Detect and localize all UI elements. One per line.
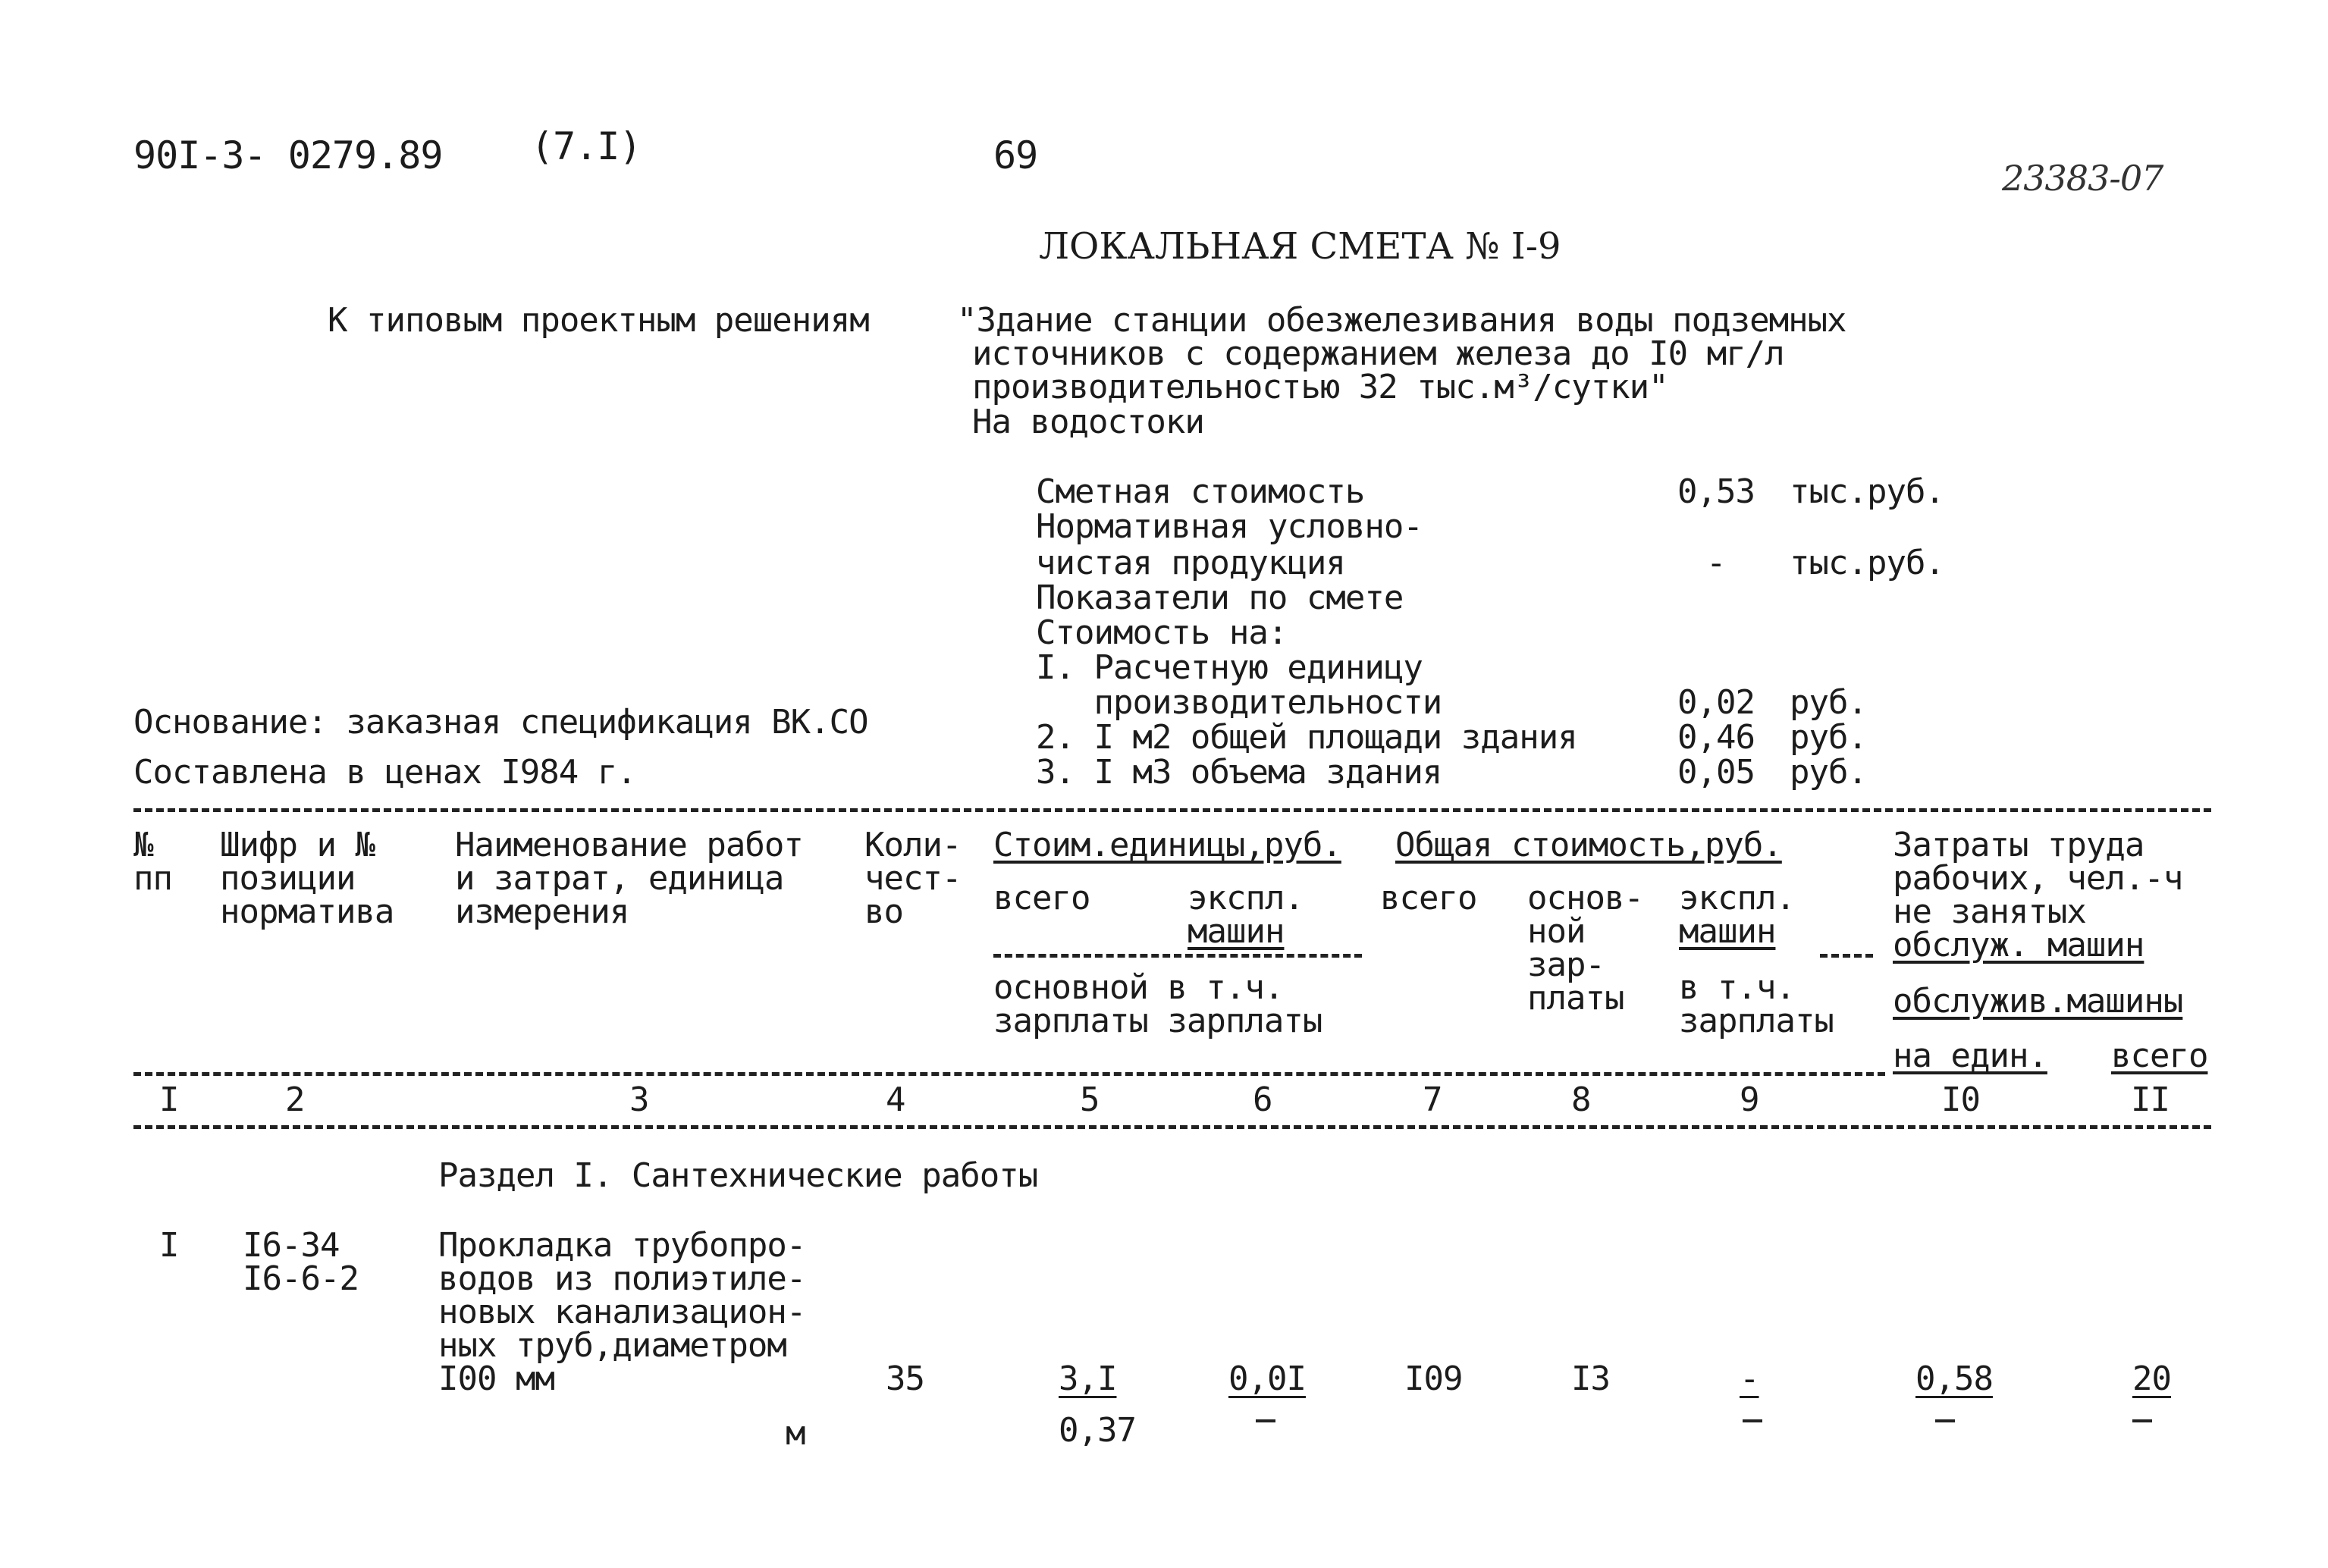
row-1-total: I09 xyxy=(1404,1359,1463,1398)
col-header-labor-1: Затраты труда xyxy=(1893,826,2144,864)
cost-on-label: Стоимость на: xyxy=(1036,613,1288,652)
row-1-labor-total: 20 xyxy=(2132,1359,2171,1398)
col-header-name-2: и затрат, единица xyxy=(455,859,784,898)
row-1-total-wage: I3 xyxy=(1571,1359,1610,1398)
col-header-qty-1: Коли- xyxy=(864,826,962,864)
page-number: 69 xyxy=(993,133,1038,177)
subtitle-line2: источников с содержанием железа до I0 мг/л xyxy=(972,334,1784,373)
col-header-qty-3: во xyxy=(864,892,903,931)
row-1-name-2: водов из полиэтиле- xyxy=(438,1259,806,1298)
col-header-labor-2: рабочих, чел.-ч xyxy=(1893,859,2183,898)
col-header-c7: всего xyxy=(1380,879,1477,917)
col-header-c5-top: всего xyxy=(993,879,1090,917)
col-header-total-cost: Общая стоимость,руб. xyxy=(1395,826,1782,864)
row-1-code-2: I6-6-2 xyxy=(243,1259,359,1298)
indicators-label: Показатели по смете xyxy=(1036,579,1404,617)
col-number-10: I0 xyxy=(1941,1080,1980,1119)
col-header-c9-1: экспл. xyxy=(1679,879,1795,917)
col-header-num-2: пп xyxy=(133,859,172,898)
col-number-7: 7 xyxy=(1423,1080,1442,1119)
subtitle-line1: "Здание станции обезжелезивания воды подземных xyxy=(957,301,1846,340)
row-1-labor-unit-dash xyxy=(1935,1419,1955,1422)
col-header-code-1: Шифр и № xyxy=(220,826,375,864)
col-header-labor-sub-1: обслуж. машин xyxy=(1893,926,2144,964)
indicator-3-value: 0,05 xyxy=(1677,753,1755,792)
col-number-6: 6 xyxy=(1253,1080,1272,1119)
row-1-unit: м xyxy=(786,1414,805,1453)
norm-unit: тыс.руб. xyxy=(1790,544,1944,582)
subtitle-line3: производительностью 32 тыс.м³/сутки" xyxy=(972,368,1668,406)
col-numbers-bottom-rule xyxy=(133,1125,2211,1129)
col-header-c8-2: ной xyxy=(1527,912,1586,951)
col-header-num-1: № xyxy=(133,826,153,864)
col-number-11: II xyxy=(2131,1080,2170,1119)
indicator-1-label-2: производительности xyxy=(1036,683,1442,722)
norm-label-1: Нормативная условно- xyxy=(1036,507,1423,546)
col-header-labor-sub-3b: всего xyxy=(2111,1036,2208,1075)
indicator-1-label: I. Расчетную единицу xyxy=(1036,648,1423,687)
estimated-cost-unit: тыс.руб. xyxy=(1790,472,1944,511)
col-header-c6-top-2: машин xyxy=(1188,912,1285,951)
estimated-cost-label: Сметная стоимость xyxy=(1036,472,1365,511)
row-1-name-3: новых канализацион- xyxy=(438,1293,806,1331)
header-bottom-rule xyxy=(133,1072,1885,1076)
section-title: Раздел I. Сантехнические работы xyxy=(438,1156,1038,1195)
basis-text: Основание: заказная спецификация ВК.СО xyxy=(133,703,868,742)
indicator-2-value: 0,46 xyxy=(1677,718,1755,757)
col-number-9: 9 xyxy=(1740,1080,1759,1119)
row-1-name-1: Прокладка трубопро- xyxy=(438,1226,806,1265)
row-1-unit-wage: 0,37 xyxy=(1059,1411,1136,1450)
indicator-3-unit: руб. xyxy=(1790,753,1867,792)
indicator-3-label: 3. I м3 объема здания xyxy=(1036,753,1442,792)
col-header-c5-6-bottom-2: зарплаты зарплаты xyxy=(993,1002,1322,1040)
row-1-num: I xyxy=(159,1226,179,1265)
archive-stamp-number: 23383-07 xyxy=(2002,158,2163,199)
col-header-labor-sub-3a: на един. xyxy=(1893,1036,2047,1075)
indicator-2-label: 2. I м2 общей площади здания xyxy=(1036,718,1577,757)
col-header-name-1: Наименование работ xyxy=(455,826,803,864)
subtitle-line4: На водостоки xyxy=(972,403,1204,441)
col-number-8: 8 xyxy=(1571,1080,1591,1119)
indicator-1-value: 0,02 xyxy=(1677,683,1755,722)
col-header-c5-6-bottom-1: основной в т.ч. xyxy=(993,968,1284,1007)
norm-value: - xyxy=(1706,544,1726,582)
prices-text: Составлена в ценах I984 г. xyxy=(133,753,636,792)
norm-label-2: чистая продукция xyxy=(1036,544,1345,582)
indicator-1-unit: руб. xyxy=(1790,683,1867,722)
col-header-c9-4: зарплаты xyxy=(1679,1002,1834,1040)
row-1-name-5: I00 мм xyxy=(438,1359,554,1398)
col-header-c8-3: зар- xyxy=(1527,946,1605,984)
page-title: ЛОКАЛЬНАЯ СМЕТА № I-9 xyxy=(1039,225,1561,268)
col-header-qty-2: чест- xyxy=(864,859,962,898)
doc-code: 90I-3- 0279.89 xyxy=(133,133,443,177)
row-1-unit-machine: 0,0I xyxy=(1228,1359,1306,1398)
col-header-labor-sub-2: обслужив.машины xyxy=(1893,982,2183,1021)
col-number-3: 3 xyxy=(629,1080,649,1119)
col-header-c8-1: основ- xyxy=(1527,879,1643,917)
row-1-total-machine: - xyxy=(1740,1359,1759,1398)
doc-part: (7.I) xyxy=(531,124,642,168)
col-number-4: 4 xyxy=(886,1080,905,1119)
estimated-cost-value: 0,53 xyxy=(1677,472,1755,511)
col-header-unit-cost: Стоим.единицы,руб. xyxy=(993,826,1341,864)
row-1-name-4: ных труб,диаметром xyxy=(438,1326,786,1365)
col-header-code-2: позиции xyxy=(220,859,356,898)
row-1-code-1: I6-34 xyxy=(243,1226,340,1265)
row-1-unit-machine-wage-dash xyxy=(1256,1419,1275,1422)
col-header-name-3: измерения xyxy=(455,892,629,931)
row-1-labor-total-dash xyxy=(2132,1419,2152,1422)
table-top-rule xyxy=(133,808,2211,812)
col-header-code-3: норматива xyxy=(220,892,394,931)
col-number-2: 2 xyxy=(285,1080,305,1119)
col-header-c9-2: машин xyxy=(1679,912,1776,951)
col-number-5: 5 xyxy=(1080,1080,1100,1119)
indicator-2-unit: руб. xyxy=(1790,718,1867,757)
col-header-c6-top-1: экспл. xyxy=(1188,879,1304,917)
col-header-c9-3: в т.ч. xyxy=(1679,968,1795,1007)
row-1-qty: 35 xyxy=(886,1359,924,1398)
col-header-labor-3: не занятых xyxy=(1893,892,2086,931)
row-1-unit-total: 3,I xyxy=(1059,1359,1117,1398)
row-1-total-machine-wage-dash xyxy=(1743,1419,1762,1422)
row-1-labor-unit: 0,58 xyxy=(1915,1359,1993,1398)
col-header-c5-divider xyxy=(993,954,1362,958)
subtitle-prefix: К типовым проектным решениям xyxy=(328,301,869,340)
col-number-1: I xyxy=(159,1080,179,1119)
col-header-c8-4: платы xyxy=(1527,979,1624,1018)
col-header-c9-divider xyxy=(1820,954,1873,958)
